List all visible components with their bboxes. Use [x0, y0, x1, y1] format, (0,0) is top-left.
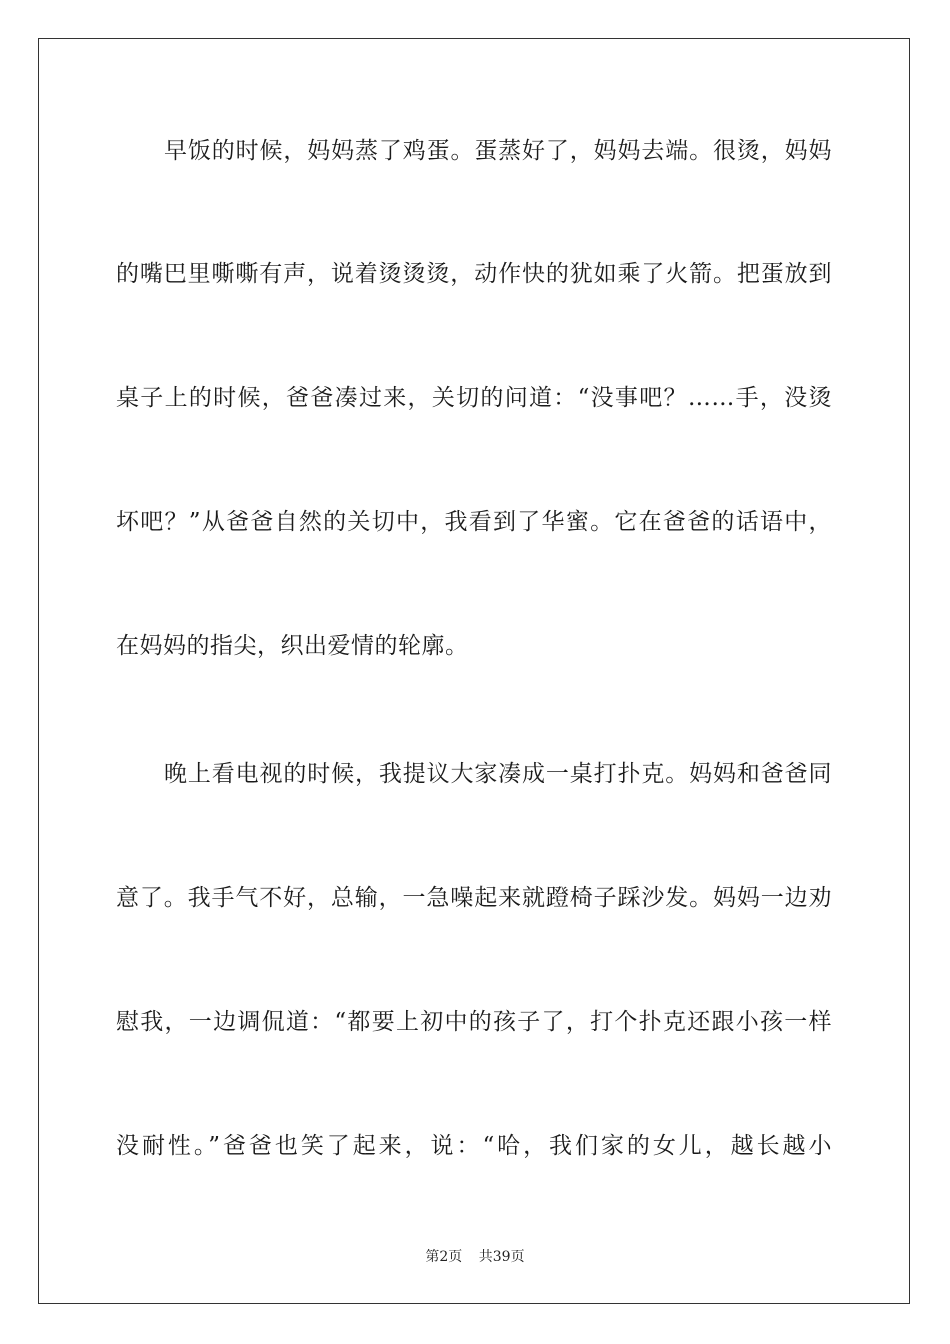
paragraph-1-line-5: 在妈妈的指尖，织出爱情的轮廓。	[116, 633, 469, 659]
paragraph-1-line-2: 的嘴巴里嘶嘶有声，说着烫烫烫，动作快的犹如乘了火箭。把蛋放到	[116, 261, 832, 287]
paragraph-1-line-4: 坏吧？”从爸爸自然的关切中，我看到了华蜜。它在爸爸的话语中，	[116, 509, 832, 535]
page-number: 第2页	[425, 1249, 463, 1265]
page-frame	[38, 38, 910, 1304]
paragraph-2-line-2: 意了。我手气不好，总输，一急噪起来就蹬椅子踩沙发。妈妈一边劝	[116, 885, 832, 911]
paragraph-1-line-1: 早饭的时候，妈妈蒸了鸡蛋。蛋蒸好了，妈妈去端。很烫，妈妈	[164, 138, 832, 164]
paragraph-1-line-3: 桌子上的时候，爸爸凑过来，关切的问道：“没事吧？……手，没烫	[116, 385, 832, 411]
paragraph-2-line-3: 慰我，一边调侃道：“都要上初中的孩子了，打个扑克还跟小孩一样	[116, 1009, 832, 1035]
paragraph-2-line-4: 没耐性。”爸爸也笑了起来，说：“哈，我们家的女儿，越长越小	[116, 1133, 832, 1159]
paragraph-2-line-1: 晚上看电视的时候，我提议大家凑成一桌打扑克。妈妈和爸爸同	[164, 761, 832, 787]
total-pages: 共39页	[478, 1249, 525, 1265]
page-footer	[0, 1246, 950, 1266]
